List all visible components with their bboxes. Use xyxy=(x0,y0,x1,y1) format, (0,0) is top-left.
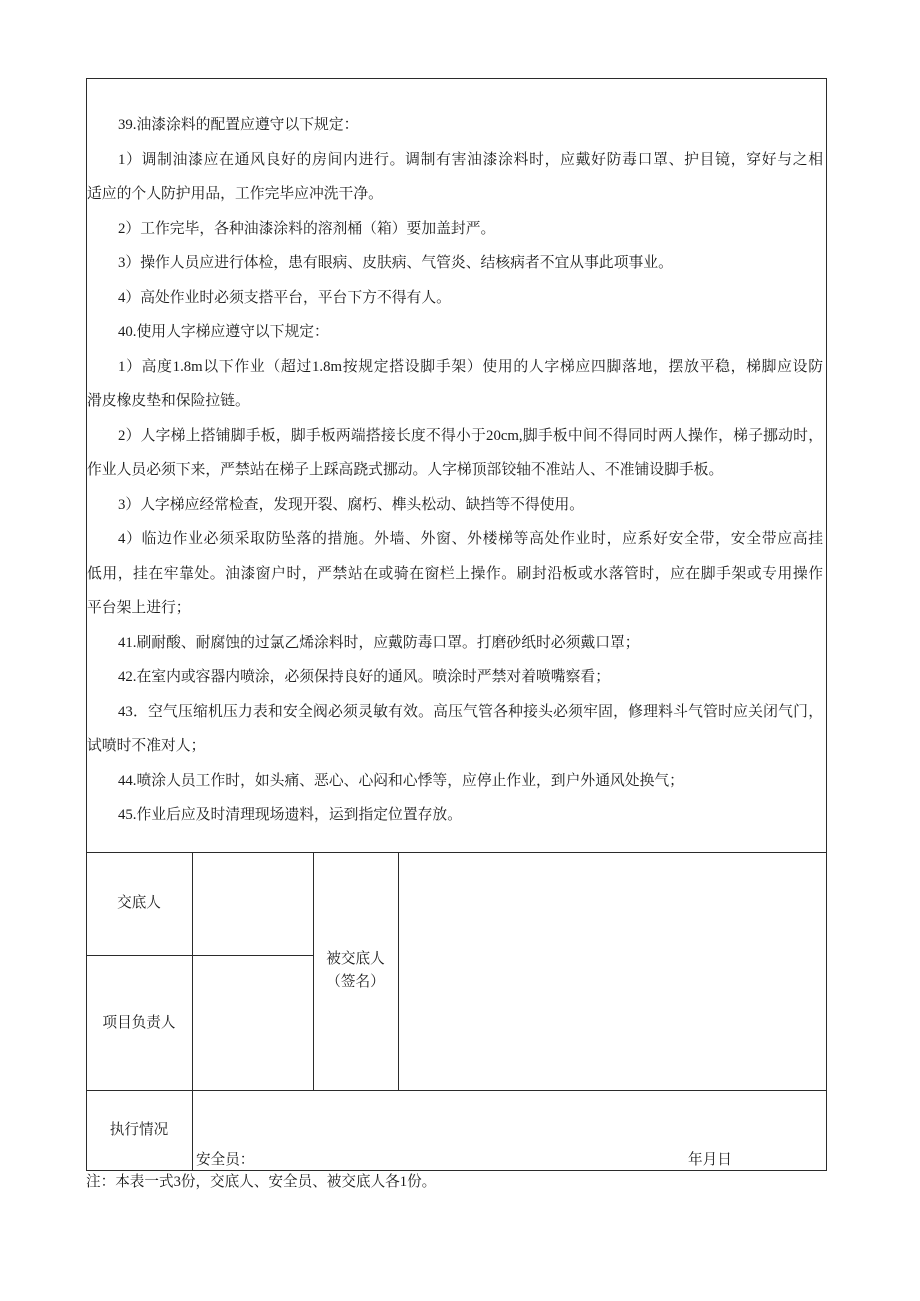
text-line: 2）工作完毕，各种油漆涂料的溶剂桶（箱）要加盖封严。 xyxy=(118,220,496,237)
text-line: 试喷时不准对人； xyxy=(87,738,206,754)
clause-44 xyxy=(87,764,825,799)
footnote: 注：本表一式3份，交底人、安全员、被交底人各1份。 xyxy=(86,1174,437,1190)
execution-label: 执行情况 xyxy=(109,1121,169,1138)
clause-39-item-3 xyxy=(87,246,825,281)
text-line: 40.使用人字梯应遵守以下规定： xyxy=(118,324,329,340)
discloser-label-cell xyxy=(86,852,192,955)
clause-40-item-3 xyxy=(87,488,825,523)
clause-40-item-2 xyxy=(87,419,825,488)
clause-40-item-1 xyxy=(87,350,825,419)
clause-39-heading xyxy=(87,108,825,143)
clause-41 xyxy=(87,626,825,661)
clause-45 xyxy=(87,798,825,833)
text-line: 3）人字梯应经常检查，发现开裂、腐朽、榫头松动、缺挡等不得使用。 xyxy=(118,496,585,513)
text-line: 45.作业后应及时清理现场遗料，运到指定位置存放。 xyxy=(118,807,463,823)
clause-42 xyxy=(87,660,825,695)
recipient-sign-note: （签名） xyxy=(326,974,385,990)
execution-status-cell xyxy=(193,1091,825,1170)
project-lead-label-cell xyxy=(86,956,192,1090)
text-line: 适应的个人防护用品，工作完毕应冲洗干净。 xyxy=(87,186,383,202)
text-line: 1）高度1.8m以下作业（超过1.8m按规定搭设脚手架）使用的人字梯应四脚落地，摆放平稳，梯脚应设防 xyxy=(118,358,823,375)
text-line: 41.刷耐酸、耐腐蚀的过氯乙烯涂料时，应戴防毒口罩。打磨砂纸时必须戴口罩； xyxy=(118,634,640,651)
execution-label-cell xyxy=(86,1090,192,1170)
date-label: 年月日 xyxy=(688,1152,732,1168)
text-line: 44.喷涂人员工作时，如头痛、恶心、心闷和心悸等，应停止作业，到户外通风处换气； xyxy=(118,772,684,789)
project-lead-signature-cell xyxy=(193,956,313,1090)
text-line: 43．空气压缩机压力表和安全阀必须灵敏有效。高压气管各种接头必须牢固，修理料斗气管时应关闭气门， xyxy=(118,703,823,720)
clause-43 xyxy=(87,695,825,764)
recipient-label: 被交底人 xyxy=(326,951,385,967)
clause-40-item-4 xyxy=(87,522,825,626)
clause-40-heading xyxy=(87,315,825,350)
discloser-label: 交底人 xyxy=(117,895,161,911)
recipient-label-cell xyxy=(313,852,398,1090)
text-line: 3）操作人员应进行体检，患有眼病、皮肤病、气管炎、结核病者不宜从事此项事业。 xyxy=(118,255,673,271)
text-line: 作业人员必须下来，严禁站在梯子上踩高跷式挪动。人字梯顶部铰轴不准站人、不准铺设脚手板。 xyxy=(87,462,724,478)
recipient-signature-cell xyxy=(399,853,825,1090)
text-line: 39.油漆涂料的配置应遵守以下规定： xyxy=(118,117,359,133)
text-line: 4）高处作业时必须支搭平台，平台下方不得有人。 xyxy=(118,289,451,306)
discloser-signature-cell xyxy=(193,853,313,955)
project-lead-label: 项目负责人 xyxy=(102,1014,176,1031)
text-line: 2）人字梯上搭铺脚手板，脚手板两端搭接长度不得小于20cm,脚手板中间不得同时两人操作，梯子挪动时， xyxy=(118,427,823,444)
clause-39-item-1 xyxy=(87,143,825,212)
safety-rules-content xyxy=(87,79,825,833)
clause-39-item-2 xyxy=(87,212,825,247)
text-line: 滑皮橡皮垫和保险拉链。 xyxy=(87,393,250,409)
text-line: 1）调制油漆应在通风良好的房间内进行。调制有害油漆涂料时，应戴好防毒口罩、护目镜，穿好与之相 xyxy=(118,151,823,168)
safety-officer-label: 安全员： xyxy=(196,1152,255,1168)
clause-39-item-4 xyxy=(87,281,825,316)
text-line: 平台架上进行； xyxy=(87,600,191,616)
text-line: 低用，挂在牢靠处。油漆窗户时，严禁站在或骑在窗栏上操作。刷封沿板或水落管时，应在脚手架或专用操作 xyxy=(87,565,823,582)
text-line: 42.在室内或容器内喷涂，必须保持良好的通风。喷涂时严禁对着喷嘴察看； xyxy=(118,669,610,685)
text-line: 4）临边作业必须采取防坠落的措施。外墙、外窗、外楼梯等高处作业时，应系好安全带，安全带应高挂 xyxy=(118,531,823,547)
